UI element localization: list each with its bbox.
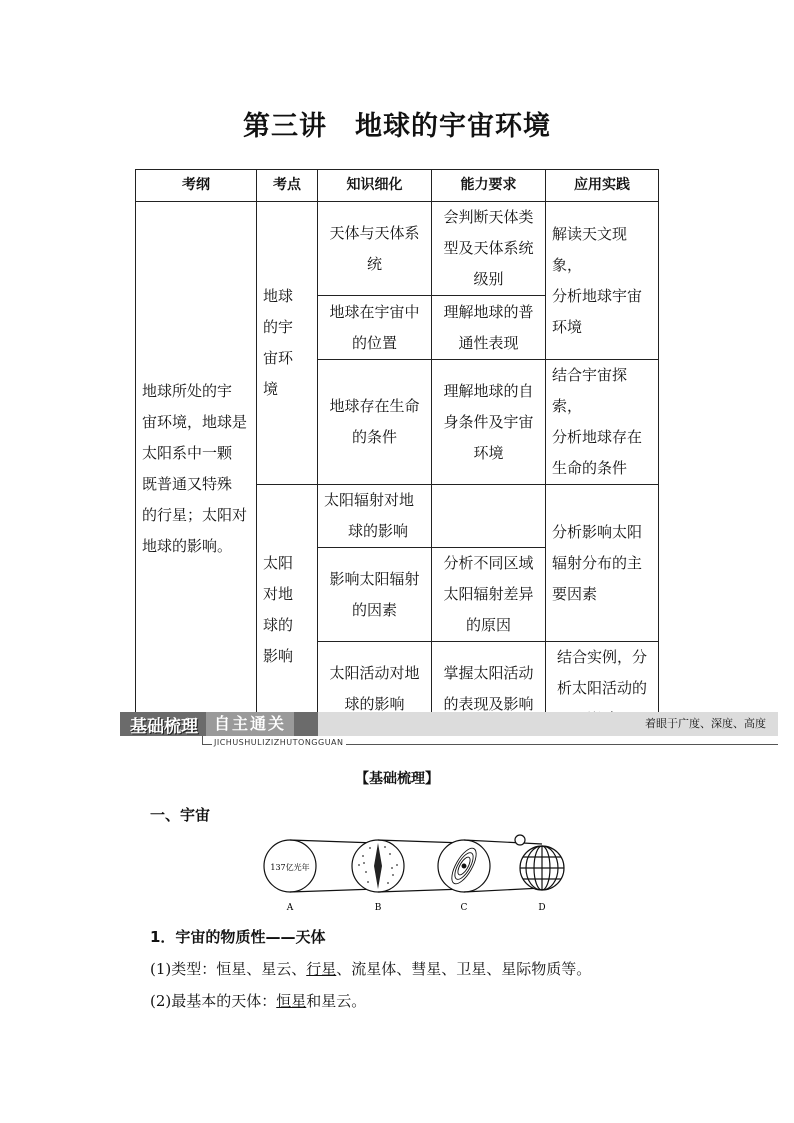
point-earth-environment: 地球 的宇 宙环 境 bbox=[257, 202, 318, 485]
table-header-row bbox=[136, 170, 659, 202]
page-title: 第三讲 地球的宇宙环境 bbox=[243, 111, 551, 142]
star-dot bbox=[391, 867, 393, 869]
table-row bbox=[136, 202, 659, 296]
banner-part-b: 自主通关 bbox=[206, 712, 294, 736]
banner-divider-tick bbox=[202, 736, 203, 744]
star-dot bbox=[392, 874, 394, 876]
universe-diagram-svg bbox=[258, 830, 578, 916]
practice-cell: 解读天文现象， 分析地球宇宙 环境 bbox=[546, 202, 659, 360]
star-dot bbox=[363, 862, 365, 864]
star-dot bbox=[387, 882, 389, 884]
star-dot bbox=[367, 881, 369, 883]
section-banner bbox=[120, 712, 778, 748]
star-dot bbox=[384, 846, 386, 848]
ability-cell: 理解地球的普 通性表现 bbox=[432, 296, 546, 360]
point-1-types: (1)类型：恒星、星云、行星、流星体、彗星、卫星、星际物质等。 bbox=[150, 960, 592, 978]
header-syllabus: 考纲 bbox=[136, 170, 257, 202]
header-point: 考点 bbox=[257, 170, 318, 202]
label-b: B bbox=[374, 903, 382, 913]
cone-line-a-bottom bbox=[290, 889, 376, 892]
circle-a-text: 137亿光年 bbox=[270, 863, 310, 872]
ability-cell bbox=[432, 485, 546, 548]
banner-pinyin: JICHUSHULIZIZHUTONGGUAN bbox=[214, 738, 344, 747]
practice-cell: 结合宇宙探索， 分析地球存在 生命的条件 bbox=[546, 360, 659, 485]
answer-blank: 行星 bbox=[306, 960, 337, 978]
star-dot bbox=[365, 871, 367, 873]
star-dot bbox=[396, 864, 398, 866]
label-a: A bbox=[286, 903, 294, 913]
detail-cell: 地球存在生命 的条件 bbox=[318, 360, 432, 485]
ability-cell: 分析不同区域 太阳辐射差异 的原因 bbox=[432, 548, 546, 642]
star-dot bbox=[369, 847, 371, 849]
syllabus-cell: 地球所处的宇 宙环境，地球是 太阳系中一颗 既普通又特殊 的行星；太阳对 地球的影响。 bbox=[136, 202, 257, 736]
cone-line-b-bottom bbox=[378, 889, 464, 892]
universe-diagram bbox=[258, 830, 578, 916]
ability-cell: 理解地球的自 身条件及宇宙 环境 bbox=[432, 360, 546, 485]
banner-slogan: 着眼于广度、深度、高度 bbox=[318, 712, 778, 736]
detail-cell: 天体与天体系 统 bbox=[318, 202, 432, 296]
practice-cell: 结合实例，分 析太阳活动的 bbox=[546, 642, 659, 736]
detail-cell: 地球在宇宙中 的位置 bbox=[318, 296, 432, 360]
star-dot bbox=[389, 853, 391, 855]
answer-blank: 恒星 bbox=[276, 992, 307, 1010]
point-1-heading: 1．宇宙的物质性——天体 bbox=[150, 928, 326, 946]
header-ability: 能力要求 bbox=[432, 170, 546, 202]
detail-cell: 太阳活动对地 球的影响 bbox=[318, 642, 432, 736]
banner-part-a: 基础梳理 bbox=[130, 716, 198, 737]
point-1-basic: (2)最基本的天体：恒星和星云。 bbox=[150, 992, 367, 1010]
star-dot bbox=[362, 855, 364, 857]
cone-line-a-top bbox=[290, 840, 376, 843]
banner-title bbox=[120, 712, 318, 736]
ability-cell: 会判断天体类 型及天体系统 级别 bbox=[432, 202, 546, 296]
sun-dot bbox=[462, 864, 466, 868]
syllabus-table bbox=[135, 169, 659, 736]
practice-cell: 分析影响太阳 辐射分布的主 要因素 bbox=[546, 485, 659, 642]
ability-cell: 掌握太阳活动 的表现及影响 bbox=[432, 642, 546, 736]
header-practice: 应用实践 bbox=[546, 170, 659, 202]
cone-line-b-top bbox=[378, 840, 464, 843]
detail-cell: 太阳辐射对地 球的影响 bbox=[318, 485, 432, 548]
star-dot bbox=[358, 864, 360, 866]
section-title: 【基础梳理】 bbox=[355, 771, 439, 787]
point-solar-influence: 太阳 对地 球的 影响 bbox=[257, 485, 318, 736]
heading-universe: 一、宇宙 bbox=[150, 806, 211, 824]
label-d: D bbox=[538, 903, 546, 913]
label-c: C bbox=[460, 903, 468, 913]
moon-icon bbox=[515, 835, 525, 845]
detail-cell: 影响太阳辐射 的因素 bbox=[318, 548, 432, 642]
header-detail: 知识细化 bbox=[318, 170, 432, 202]
